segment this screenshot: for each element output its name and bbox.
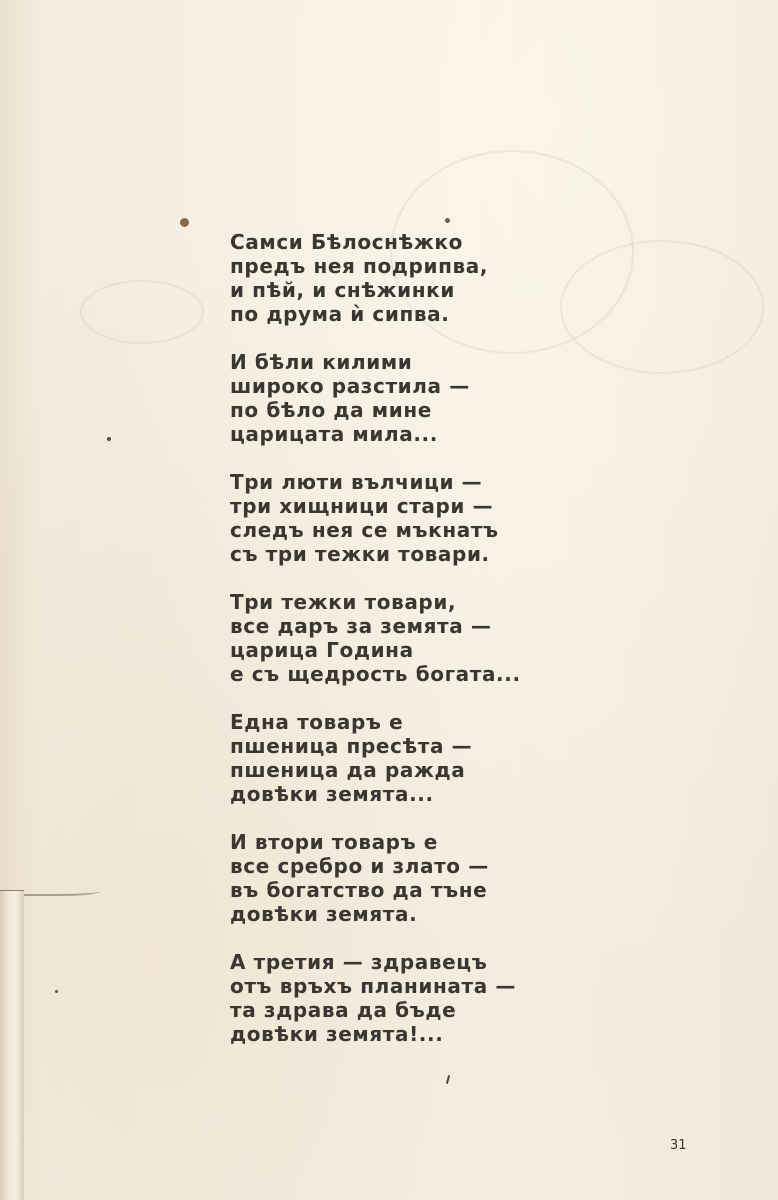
- stanza-7: [230, 950, 630, 1046]
- stanza-2: [230, 350, 630, 446]
- poem-line: по бѣло да мине: [230, 398, 432, 422]
- poem-line: царица Година: [230, 638, 414, 662]
- stanza-1: [230, 230, 630, 326]
- poem-line: Самси Бѣлоснѣжко: [230, 230, 463, 254]
- poem-line: Три тежки товари,: [230, 590, 457, 614]
- stanza-6: [230, 830, 630, 926]
- poem-line: все сребро и злато —: [230, 854, 489, 878]
- poem-line: отъ връхъ планината —: [230, 974, 516, 998]
- poem-line: пшеница пресѣта —: [230, 734, 473, 758]
- ink-spot: [55, 990, 58, 993]
- poem-line: следъ нея се мъкнатъ: [230, 518, 499, 542]
- poem-line: довѣки земята...: [230, 782, 434, 806]
- poem-line: по друма ѝ сипва.: [230, 302, 450, 326]
- poem-line: Една товаръ е: [230, 710, 404, 734]
- poem-line: царицата мила...: [230, 422, 438, 446]
- stanza-5: [230, 710, 630, 806]
- page-number: 31: [670, 1138, 687, 1153]
- bleed-through-mark: [80, 280, 204, 344]
- poem-line: все даръ за земята —: [230, 614, 492, 638]
- ink-spot: [180, 218, 189, 227]
- poem-line: съ три тежки товари.: [230, 542, 490, 566]
- ink-spot: [445, 218, 450, 223]
- poem-line: довѣки земята!...: [230, 1022, 444, 1046]
- ink-spot: [107, 437, 111, 441]
- ink-spot: [446, 1075, 450, 1084]
- stanza-4: [230, 590, 630, 686]
- poem-line: предъ нея подрипва,: [230, 254, 489, 278]
- poem-line: широко разстила —: [230, 374, 470, 398]
- poem-line: И бѣли килими: [230, 350, 413, 374]
- poem-line: И втори товаръ е: [230, 830, 438, 854]
- poem-line: три хищници стари —: [230, 494, 494, 518]
- binding-strip: [0, 890, 24, 1200]
- poem-line: та здрава да бъде: [230, 998, 457, 1022]
- stanza-3: [230, 470, 630, 566]
- poem-line: и пѣй, и снѣжинки: [230, 278, 455, 302]
- poem-text: [230, 230, 630, 1070]
- poem-line: въ богатство да тъне: [230, 878, 488, 902]
- poem-line: довѣки земята.: [230, 902, 418, 926]
- poem-line: пшеница да ражда: [230, 758, 466, 782]
- poem-line: Три люти вълчици —: [230, 470, 483, 494]
- poem-line: А третия — здравецъ: [230, 950, 488, 974]
- poem-line: е съ щедрость богата...: [230, 662, 521, 686]
